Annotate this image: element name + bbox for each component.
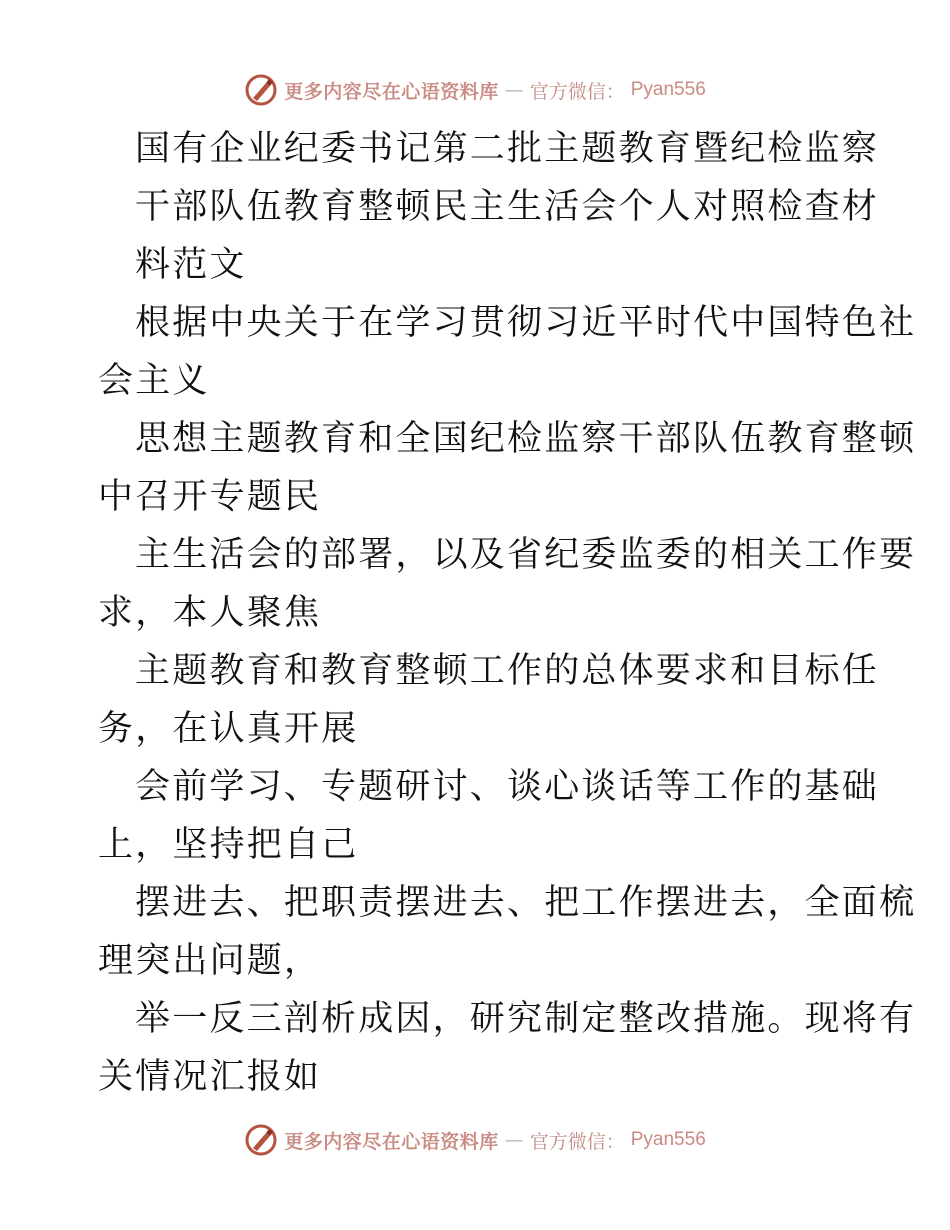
paragraph-line: 中召开专题民 [98,477,322,517]
pen-logo-icon [244,1123,278,1157]
paragraph-line: 摆进去、把职责摆进去、把工作摆进去，全面梳 [135,883,917,923]
paragraph-line: 根据中央关于在学习贯彻习近平时代中国特色社 [135,303,917,343]
paragraph-line: 主题教育和教育整顿工作的总体要求和目标任 [135,651,880,691]
header-watermark [0,70,950,110]
watermark-text: 更多内容尽在心语资料库 [284,1130,499,1153]
paragraph-line: 会主义 [98,361,210,401]
paragraph-line: 举一反三剖析成因，研究制定整改措施。现将有 [135,999,917,1039]
watermark-label: 官方微信： [529,1130,625,1153]
watermark-text: 更多内容尽在心语资料库 [284,80,499,103]
watermark-dash: — [504,79,524,101]
title-line: 干部队伍教育整顿民主生活会个人对照检查材 [135,187,880,227]
paragraph-line: 求，本人聚焦 [98,593,322,633]
pen-logo-icon [244,73,278,107]
paragraph-line: 会前学习、专题研讨、谈心谈话等工作的基础 [135,767,880,807]
paragraph-line: 务，在认真开展 [98,709,359,749]
title-line: 料范文 [135,245,247,285]
paragraph-line: 关情况汇报如 [98,1057,322,1097]
paragraph-line: 上，坚持把自己 [98,825,359,865]
document-body [98,120,917,1106]
paragraph-line: 理突出问题， [98,941,322,981]
paragraph-line: 主生活会的部署，以及省纪委监委的相关工作要 [135,535,917,575]
footer-watermark [0,1120,950,1160]
watermark-dash: — [504,1129,524,1151]
paragraph-line: 思想主题教育和全国纪检监察干部队伍教育整顿 [135,419,917,459]
watermark-label: 官方微信： [529,80,625,103]
watermark-id: Pyan556 [630,79,706,100]
watermark-id: Pyan556 [630,1129,706,1150]
title-line: 国有企业纪委书记第二批主题教育暨纪检监察 [135,129,880,169]
